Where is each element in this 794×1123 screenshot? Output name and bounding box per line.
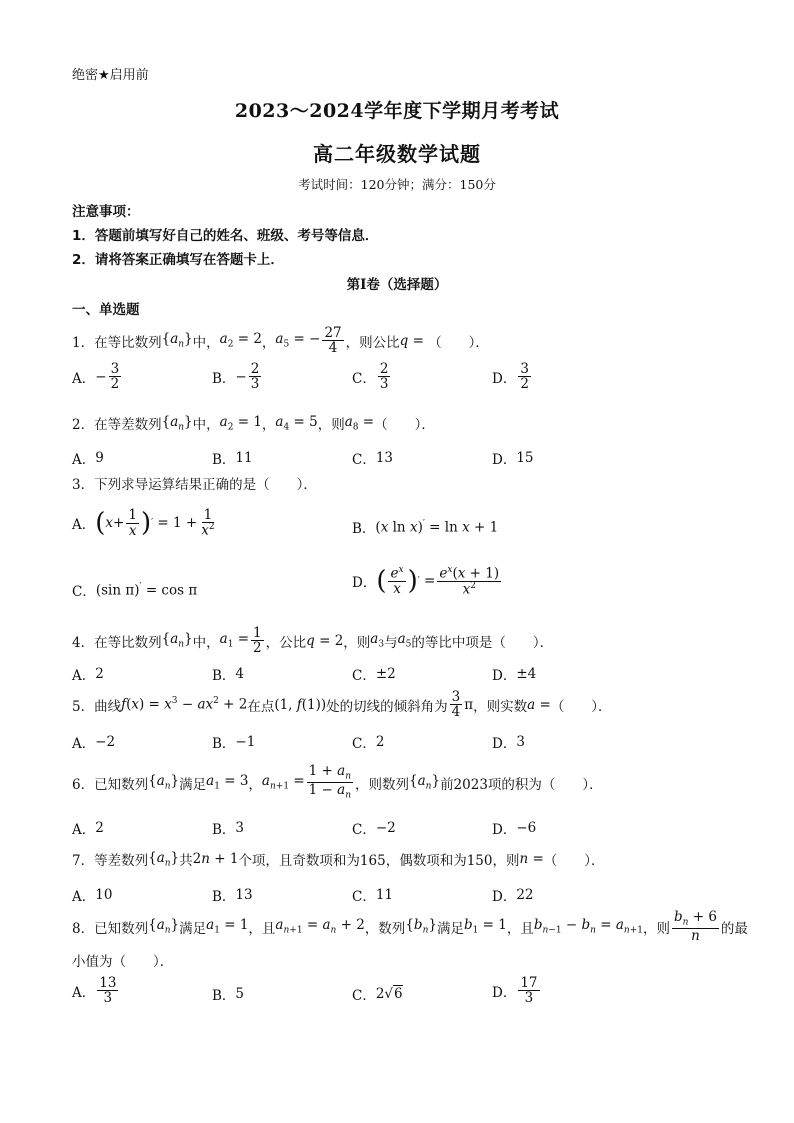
q7-option-d: D． 22 [492,887,534,905]
q7-option-c: C． 11 [352,887,394,905]
q6-option-c: C． −2 [352,820,396,838]
q1-option-c: C． $\frac{2}{3}$ [352,361,389,393]
q4-option-d: D． ±4 [492,666,537,684]
q3-option-a: A． ( x + $\frac{1}{x}$ ) ′ = 1 + $\frac{1}{x^2}$ [72,507,215,539]
q3-option-c: C． (sin π)′ = cos π [72,581,198,600]
question-5: 5． 曲线 $f(x) = x^3 - ax^2 + 2$ 在点 (1, f(1)) 处的切线的倾斜角为 $\frac{3}{4}$ π ，则实数 a = （ ）． [72,689,612,721]
volume-heading: 第Ⅰ卷（选择题） [346,277,448,293]
q4-option-a: A． 2 [72,666,104,684]
q4-option-c: C． ±2 [352,666,396,684]
question-1: 1． 在等比数列 $\{a_n\}$ 中， $a_2 = 2$ ， $a_5$ = − $\frac{27}{4}$ ，则公比 q = （ ）． [72,325,489,357]
q8-option-b: B． 5 [212,986,245,1004]
question-8-cont: 小值为（ ）． [72,954,174,970]
question-6: 6． 已知数列 $\{a_n\}$ 满足 $a_1 = 3$ ， $a_{n+1}$ = $\frac{1 + a_n}{1 - a_n}$ ，则数列 $\{a_n\}$ 前2023项的积为（ ）． [72,763,603,801]
question-8: 8． 已知数列 $\{a_n\}$ 满足 $a_1 = 1$ ，且 $a_{n+1} = a_n + 2$ ，数列 $\{b_n\}$ 满足 $b_1 = 1$ ，且 $b_{n-1} - b_n = a_{n+1}$ ，则 $\frac{b_n + 6}{n}$ 的最 [72,909,748,945]
q1-option-b: B． − $\frac{2}{3}$ [212,361,260,393]
question-4: 4． 在等比数列 $\{a_n\}$ 中， $a_1$ = $\frac{1}{2}$ ，公比 q = 2 ，则 $a_3$ 与 $a_5$ 的等比中项是（ ）． [72,625,554,657]
exam-title: 2023～2024学年度下学期月考考试 [234,100,560,122]
q5-option-c: C． 2 [352,734,385,752]
q5-option-d: D． 3 [492,734,525,752]
part-heading: 一、单选题 [72,302,140,318]
note-item-2: 2．请将答案正确填写在答题卡上． [72,252,284,268]
q7-option-b: B． 13 [212,887,253,905]
q2-option-d: D． 15 [492,450,534,468]
q8-option-c: C． 2√6 [352,986,403,1004]
q5-option-a: A． −2 [72,734,116,752]
q5-option-b: B． −1 [212,734,256,752]
exam-info: 考试时间：120分钟；满分：150分 [298,177,496,192]
q1-option-d: D． $\frac{3}{2}$ [492,361,529,393]
question-3: 3． 下列求导运算结果正确的是（ ）． [72,477,317,493]
q7-option-a: A． 10 [72,887,113,905]
confidential-mark: 绝密★启用前 [72,68,149,83]
q8-option-d: D． $\frac{17}{3}$ [492,975,538,1007]
q3-option-d: D． ( $\frac{e^x}{x}$ ) ′ = $\frac{e^x(x + 1)}{x^2}$ [352,565,500,598]
q6-option-b: B． 3 [212,820,245,838]
q2-option-b: B． 11 [212,450,253,468]
q6-option-d: D． −6 [492,820,537,838]
question-7: 7． 等差数列 $\{a_n\}$ 共 2n + 1 个项，且奇数项和为165，偶数项和为150，则 n = （ ）． [72,849,605,869]
q2-option-c: C． 13 [352,450,394,468]
notes-heading: 注意事项： [72,204,140,220]
q4-option-b: B． 4 [212,666,245,684]
question-2: 2． 在等差数列 $\{a_n\}$ 中， $a_2 = 1$ ， $a_4 = 5$ ，则 $a_8$ = （ ）． [72,413,435,433]
q2-option-a: A． 9 [72,450,104,468]
note-item-1: 1．答题前填写好自己的姓名、班级、考号等信息． [72,228,379,244]
q6-option-a: A． 2 [72,820,104,838]
q8-option-a: A． $\frac{13}{3}$ [72,975,117,1007]
q3-option-b: B． (x ln x)′ = ln x + 1 [352,518,499,537]
q1-option-a: A． − $\frac{3}{2}$ [72,361,120,393]
exam-subtitle: 高二年级数学试题 [313,142,481,166]
